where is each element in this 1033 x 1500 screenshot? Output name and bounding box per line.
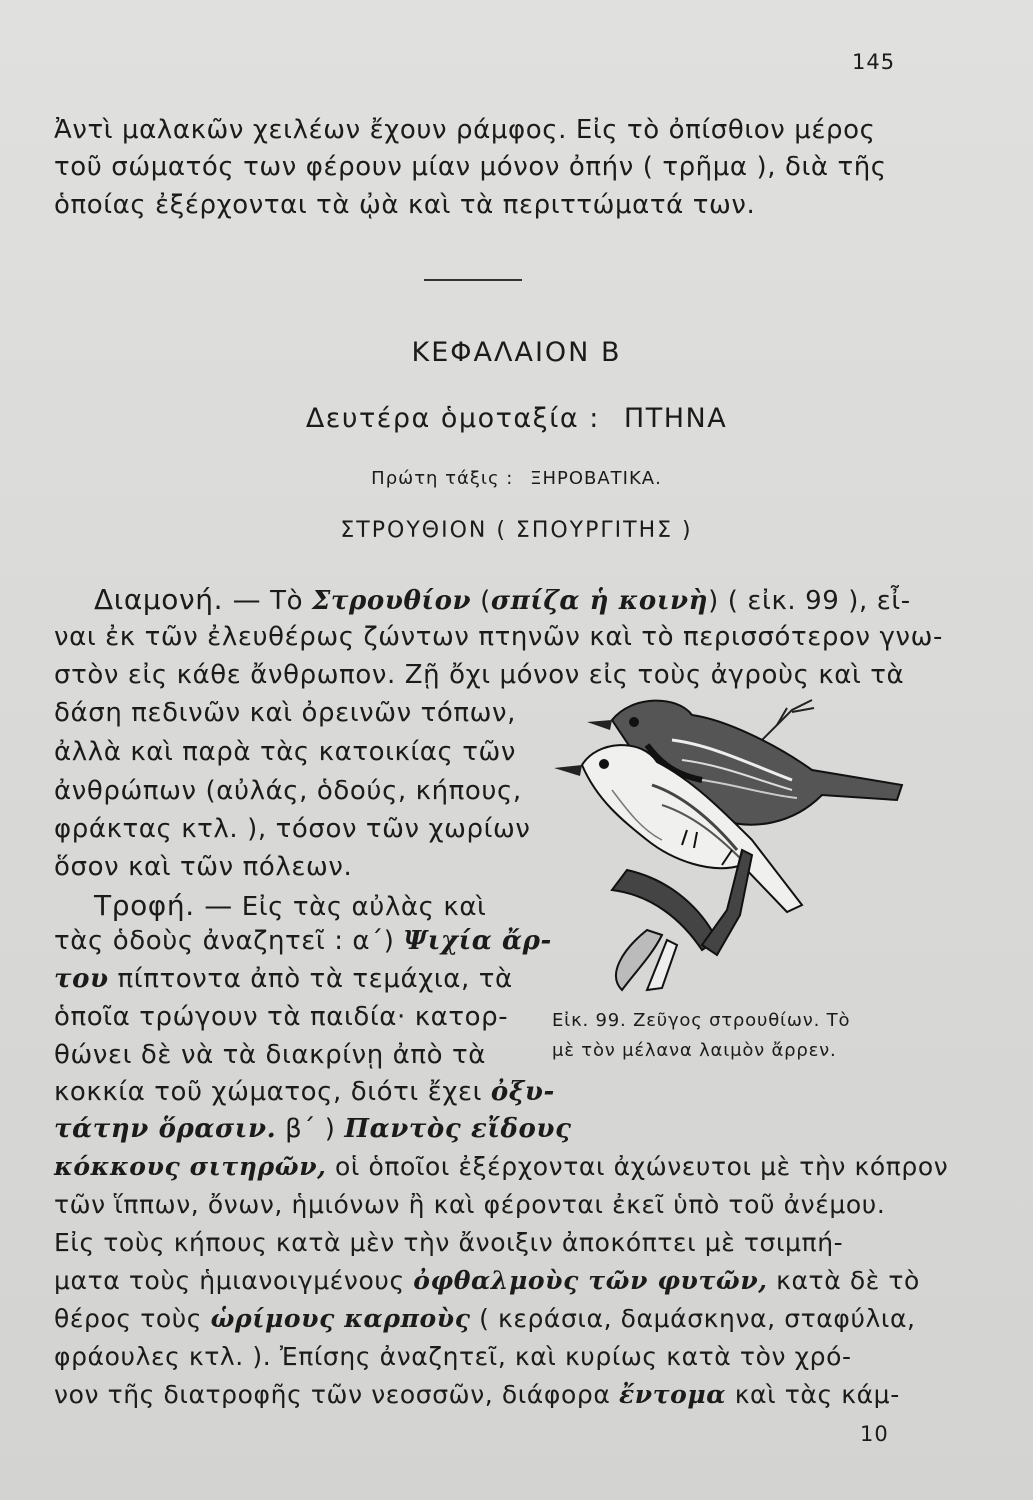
text-line: δάση πεδινῶν καὶ ὀρεινῶν τόπων, bbox=[54, 698, 517, 728]
order-heading bbox=[0, 468, 1033, 489]
text-span: ( bbox=[471, 586, 491, 616]
food-line bbox=[54, 1304, 916, 1333]
text-span: νον τῆς διατροφῆς τῶν νεοσσῶν, διάφορα bbox=[54, 1380, 619, 1409]
text-line: ὁποίας ἐξέρχονται τὰ ᾠὰ καὶ τὰ περιττώματά των. bbox=[54, 190, 756, 220]
food-line bbox=[54, 1114, 572, 1144]
emphasis: ὀξυ- bbox=[490, 1077, 555, 1107]
emphasis: του bbox=[54, 964, 109, 994]
emphasis: ἔντομα bbox=[618, 1380, 727, 1409]
sparrow-pair-illustration bbox=[552, 690, 910, 1010]
text-span: ) ( εἰκ. 99 ), εἶ- bbox=[708, 586, 911, 616]
food-line bbox=[54, 1266, 920, 1295]
text-line: ναι ἐκ τῶν ἐλευθέρως ζώντων πτηνῶν καὶ τὸ περισσότερον γνω- bbox=[54, 622, 943, 652]
species-title: ΣΤΡΟΥΘΙΟΝ ( ΣΠΟΥΡΓΙΤΗΣ ) bbox=[340, 518, 693, 543]
text-line: φράουλες κτλ. ). Ἐπίσης ἀναζητεῖ, καὶ κυρίως κατὰ τὸν χρό- bbox=[54, 1342, 852, 1371]
text-span: Τὸ bbox=[261, 586, 312, 616]
emphasis: τάτην ὅρασιν. bbox=[54, 1114, 277, 1144]
text-line: θώνει δὲ νὰ τὰ διακρίνῃ ἀπὸ τὰ bbox=[54, 1040, 487, 1070]
text-span: πίπτοντα ἀπὸ τὰ τεμάχια, τὰ bbox=[108, 964, 513, 994]
text-line: στὸν εἰς κάθε ἄνθρωπον. Ζῇ ὄχι μόνον εἰς τοὺς ἀγροὺς καὶ τὰ bbox=[54, 660, 905, 690]
figure-caption: μὲ τὸν μέλανα λαιμὸν ἄρρεν. bbox=[552, 1040, 837, 1061]
text-span: κατὰ δὲ τὸ bbox=[767, 1266, 920, 1295]
section-divider bbox=[424, 279, 522, 281]
food-line bbox=[54, 1380, 900, 1409]
species-name: Στρουθίον bbox=[311, 586, 472, 616]
food-heading: Τροφή. — bbox=[94, 889, 233, 922]
text-line: τῶν ἵππων, ὄνων, ἡμιόνων ἢ καὶ φέρονται ἐκεῖ ὑπὸ τοῦ ἀνέμου. bbox=[54, 1190, 886, 1219]
food-line bbox=[54, 964, 513, 994]
habitat-heading: Διαμονή. — bbox=[94, 583, 262, 616]
emphasis: Παντὸς εἴδους bbox=[344, 1114, 572, 1144]
food-line bbox=[54, 1077, 555, 1107]
text-line: τοῦ σώματός των φέρουν μίαν μόνον ὀπήν ( τρῆμα ), διὰ τῆς bbox=[54, 152, 887, 182]
text-span: τὰς ὁδοὺς ἀναζητεῖ : α΄) bbox=[54, 926, 404, 956]
text-span: θέρος τοὺς bbox=[54, 1304, 211, 1333]
text-line: φράκτας κτλ. ), τόσον τῶν χωρίων bbox=[54, 814, 531, 844]
food-line bbox=[54, 1152, 948, 1181]
text-span: οἱ ὁποῖοι ἐξέρχονται ἀχώνευτοι μὲ τὴν κόπρον bbox=[326, 1152, 949, 1181]
text-span: κοκκία τοῦ χώματος, διότι ἔχει bbox=[54, 1077, 491, 1107]
emphasis: κόκκους σιτηρῶν, bbox=[54, 1152, 327, 1181]
text-span: ματα τοὺς ἡμιανοιγμένους bbox=[54, 1266, 414, 1295]
class-value: ΠΤΗΝΑ bbox=[623, 403, 728, 434]
branch bbox=[612, 850, 752, 990]
latin-name: σπίζα ἡ κοινὴ bbox=[490, 586, 709, 616]
figure-caption: Εἰκ. 99. Ζεῦγος στρουθίων. Τὸ bbox=[552, 1010, 851, 1031]
emphasis: ὡρίμους καρποὺς bbox=[210, 1304, 471, 1333]
signature-number: 10 bbox=[860, 1422, 889, 1446]
class-label: Δευτέρα ὁμοταξία : bbox=[305, 403, 600, 434]
text-line: ἀλλὰ καὶ παρὰ τὰς κατοικίας τῶν bbox=[54, 737, 517, 767]
text-span: καὶ τὰς κάμ- bbox=[726, 1380, 900, 1409]
text-span: ( κεράσια, δαμάσκηνα, σταφύλια, bbox=[470, 1304, 916, 1333]
text-line: Εἰς τοὺς κήπους κατὰ μὲν τὴν ἄνοιξιν ἀποκόπτει μὲ τσιμπή- bbox=[54, 1228, 844, 1257]
text-line: ὁποῖα τρώγουν τὰ παιδία· κατορ- bbox=[54, 1002, 509, 1032]
emphasis: Ψιχία ἄρ- bbox=[403, 926, 552, 956]
text-span: β΄ ) bbox=[276, 1114, 345, 1144]
class-heading bbox=[0, 403, 1033, 434]
text-line: Ἀντὶ μαλακῶν χειλέων ἔχουν ράμφος. Εἰς τὸ ὀπίσθιον μέρος bbox=[54, 115, 876, 145]
habitat-line bbox=[94, 583, 911, 616]
emphasis: ὀφθαλμοὺς τῶν φυτῶν, bbox=[413, 1266, 768, 1295]
order-value: ΞΗΡΟΒΑΤΙΚΑ. bbox=[530, 468, 662, 489]
order-label: Πρώτη τάξις : bbox=[371, 468, 514, 489]
text-span: Εἰς τὰς αὐλὰς καὶ bbox=[232, 892, 487, 922]
text-line: ὅσον καὶ τῶν πόλεων. bbox=[54, 852, 353, 882]
chapter-heading: ΚΕΦΑΛΑΙΟΝ Β bbox=[411, 337, 622, 368]
food-line bbox=[94, 889, 486, 922]
text-line: ἀνθρώπων (αὐλάς, ὁδούς, κήπους, bbox=[54, 776, 522, 806]
page-number: 145 bbox=[852, 50, 896, 74]
food-line bbox=[54, 926, 552, 956]
